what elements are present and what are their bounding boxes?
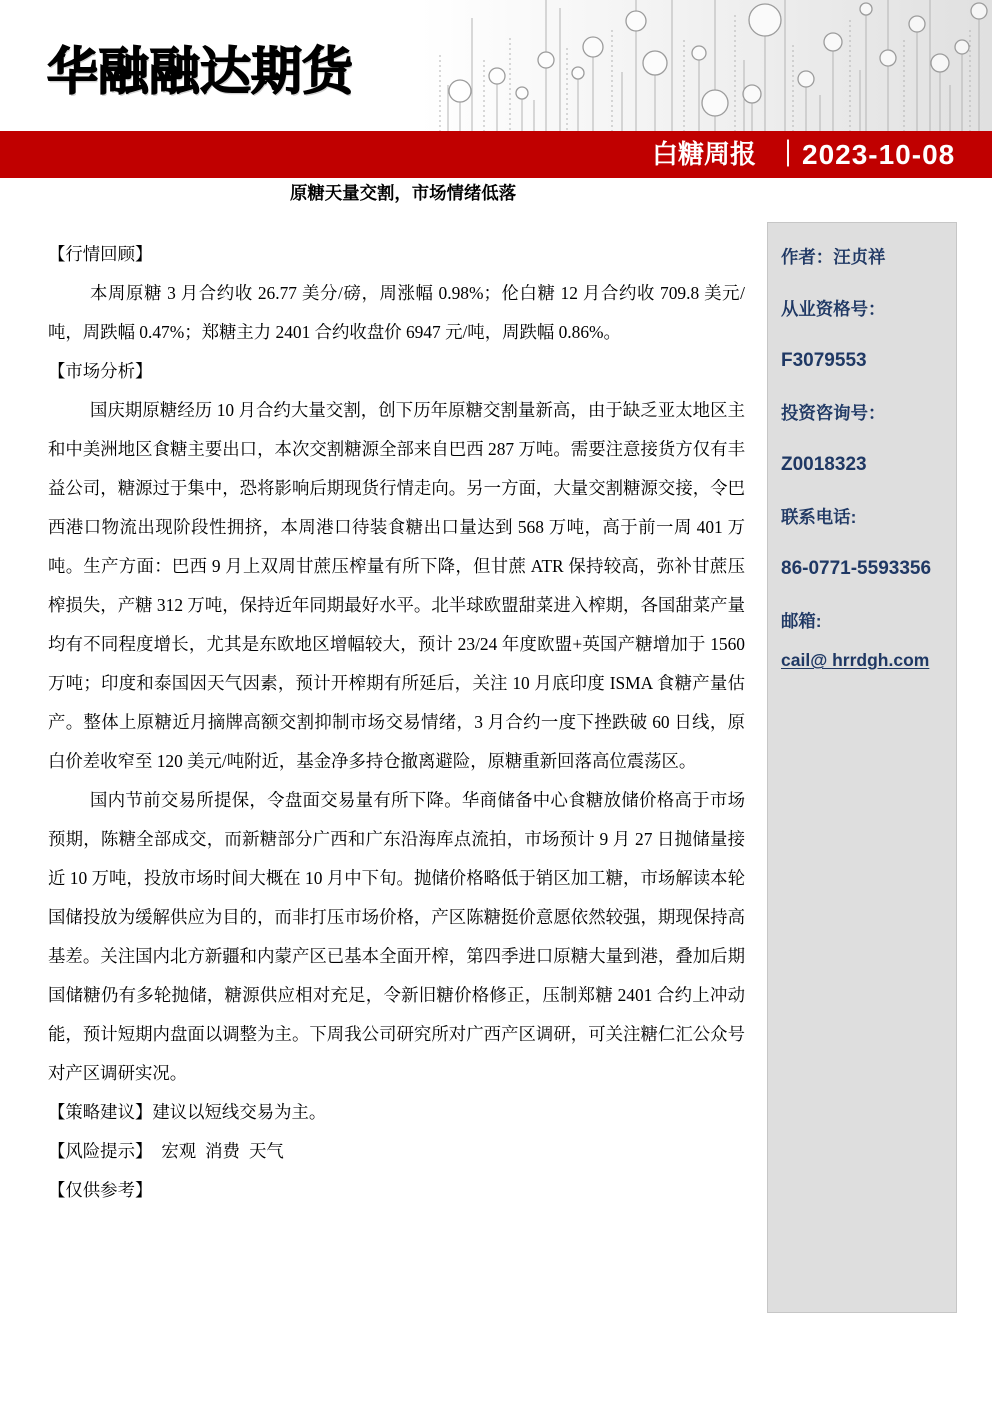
qualification-label-row [781,283,956,335]
section-heading: 【仅供参考】 [48,1180,153,1200]
company-name: 华融融达期货 [47,43,354,100]
section-heading: 【风险提示】 [48,1141,153,1161]
email-row [781,647,956,673]
report-date: 2023-10-08 [802,139,956,170]
phone-number-row [781,543,956,595]
risk-item: 消费 [205,1141,240,1161]
decor-circle [880,50,896,66]
section-market-analysis [48,352,745,1093]
report-body [48,235,745,1210]
decor-circle [955,40,969,54]
decor-circle [572,67,584,79]
body-paragraph: 国庆期原糖经历 10 月合约大量交割，创下历年原糖交割量新高，由于缺乏亚太地区主和中美洲地区食糖主要出口，本次交割糖源全部来自巴西 287 万吨。需要注意接货方仅有丰益公司，糖源过于集中，恐将影响后期现货行情走向。另一方面，大量交割糖源交接，令巴西港口物流出现阶段性拥挤，本周港口待装食糖出口量达到 568 万吨，高于前一周 401 万吨。生产方面：巴西 9 月上双周甘蔗压榨量有所下降，但甘蔗 ATR 保持较高，弥补甘蔗压榨损失，产糖 312 万吨，保持近年同期最好水平。北半球欧盟甜菜进入榨期，各国甜菜产量均有不同程度增长，尤其是东欧地区增幅较大，预计 23/24 年度欧盟+英国产糖增加于 1560 万吨；印度和泰国因天气因素，预计开榨期有所延后，关注 10 月底印度 ISMA 食糖产量估产。整体上原糖近月摘牌高额交割抑制市场交易情绪，3 月合约一度下挫跌破 60 日线，原白价差收窄至 120 美元/吨附近，基金净多持仓撤离避险，原糖重新回落高位震荡区。 [48,400,745,771]
report-headline: 原糖天量交割，市场情绪低落 [290,183,517,203]
phone-number: 86-0771-5593356 [781,558,932,579]
author-label: 作者： [781,247,834,267]
section-heading: 【策略建议】 [48,1102,153,1122]
qualification-label: 从业资格号： [781,299,886,319]
consulting-number: Z0018323 [781,454,867,475]
risk-item: 宏观 [161,1141,197,1161]
section-heading: 【市场分析】 [48,361,153,381]
body-paragraph: 本周原糖 3 月合约收 26.77 美分/磅，周涨幅 0.98%；伦白糖 12 月合约收 709.8 美元/吨，周跌幅 0.47%；郑糖主力 2401 合约收盘价 6947 元/吨，周跌幅 0.86%。 [48,283,745,342]
decor-circle [702,90,728,116]
decor-circle [643,51,667,75]
decor-circle [583,37,603,57]
decor-circle [538,52,554,68]
consulting-number-row [781,439,956,491]
decor-circle [626,11,646,31]
decor-circle [743,85,761,103]
qualification-number: F3079553 [781,350,867,371]
section-risk [48,1132,745,1171]
decor-circle [798,71,814,87]
decor-circle [692,46,706,60]
decor-circle [516,87,528,99]
body-paragraph: 国内节前交易所提保，令盘面交易量有所下降。华商储备中心食糖放储价格高于市场预期，陈糖全部成交，而新糖部分广西和广东沿海库点流拍，市场预计 9 月 27 日抛储量接近 10 万吨，投放市场时间大概在 10 月中下旬。抛储价格略低于销区加工糖，市场解读本轮国储投放为缓解供应为目的，而非打压市场价格，产区陈糖挺价意愿依然较强，期现保持高基差。关注国内北方新疆和内蒙产区已基本全面开榨，第四季进口原糖大量到港，叠加后期国储糖仍有多轮抛储，糖源供应相对充足，令新旧糖价格修正，压制郑糖 2401 合约上冲动能，预计短期内盘面以调整为主。下周我公司研究所对广西产区调研，可关注糖仁汇公众号对产区调研实况。 [48,790,745,1083]
qualification-number-row [781,335,956,387]
section-heading: 【行情回顾】 [48,244,153,264]
decor-circle [860,3,872,15]
risk-item: 天气 [248,1141,284,1161]
section-strategy [48,1093,745,1132]
decor-circle [909,16,925,32]
decor-circle [931,54,949,72]
email-link[interactable]: cail@ hrrdgh.com [781,650,930,670]
section-market-review [48,235,745,352]
section-disclaimer [48,1171,745,1210]
phone-label: 联系电话: [781,507,857,527]
report-type: 白糖周报 [652,139,757,169]
author-sidebar [767,222,957,1313]
title-separator: ｜ [775,139,802,169]
phone-label-row [781,491,956,543]
author-name: 汪贞祥 [833,247,886,267]
consulting-label-row [781,387,956,439]
strategy-text: 建议以短线交易为主。 [152,1102,327,1122]
title-band [0,131,992,178]
author-row [781,231,956,283]
decor-circle [971,3,987,19]
decor-circle [449,80,471,102]
decor-circle [749,4,781,36]
decor-circle [824,33,842,51]
email-label-row [781,595,956,647]
decor-circle [489,68,505,84]
consulting-label: 投资咨询号： [781,403,886,423]
email-label: 邮箱: [781,611,822,631]
